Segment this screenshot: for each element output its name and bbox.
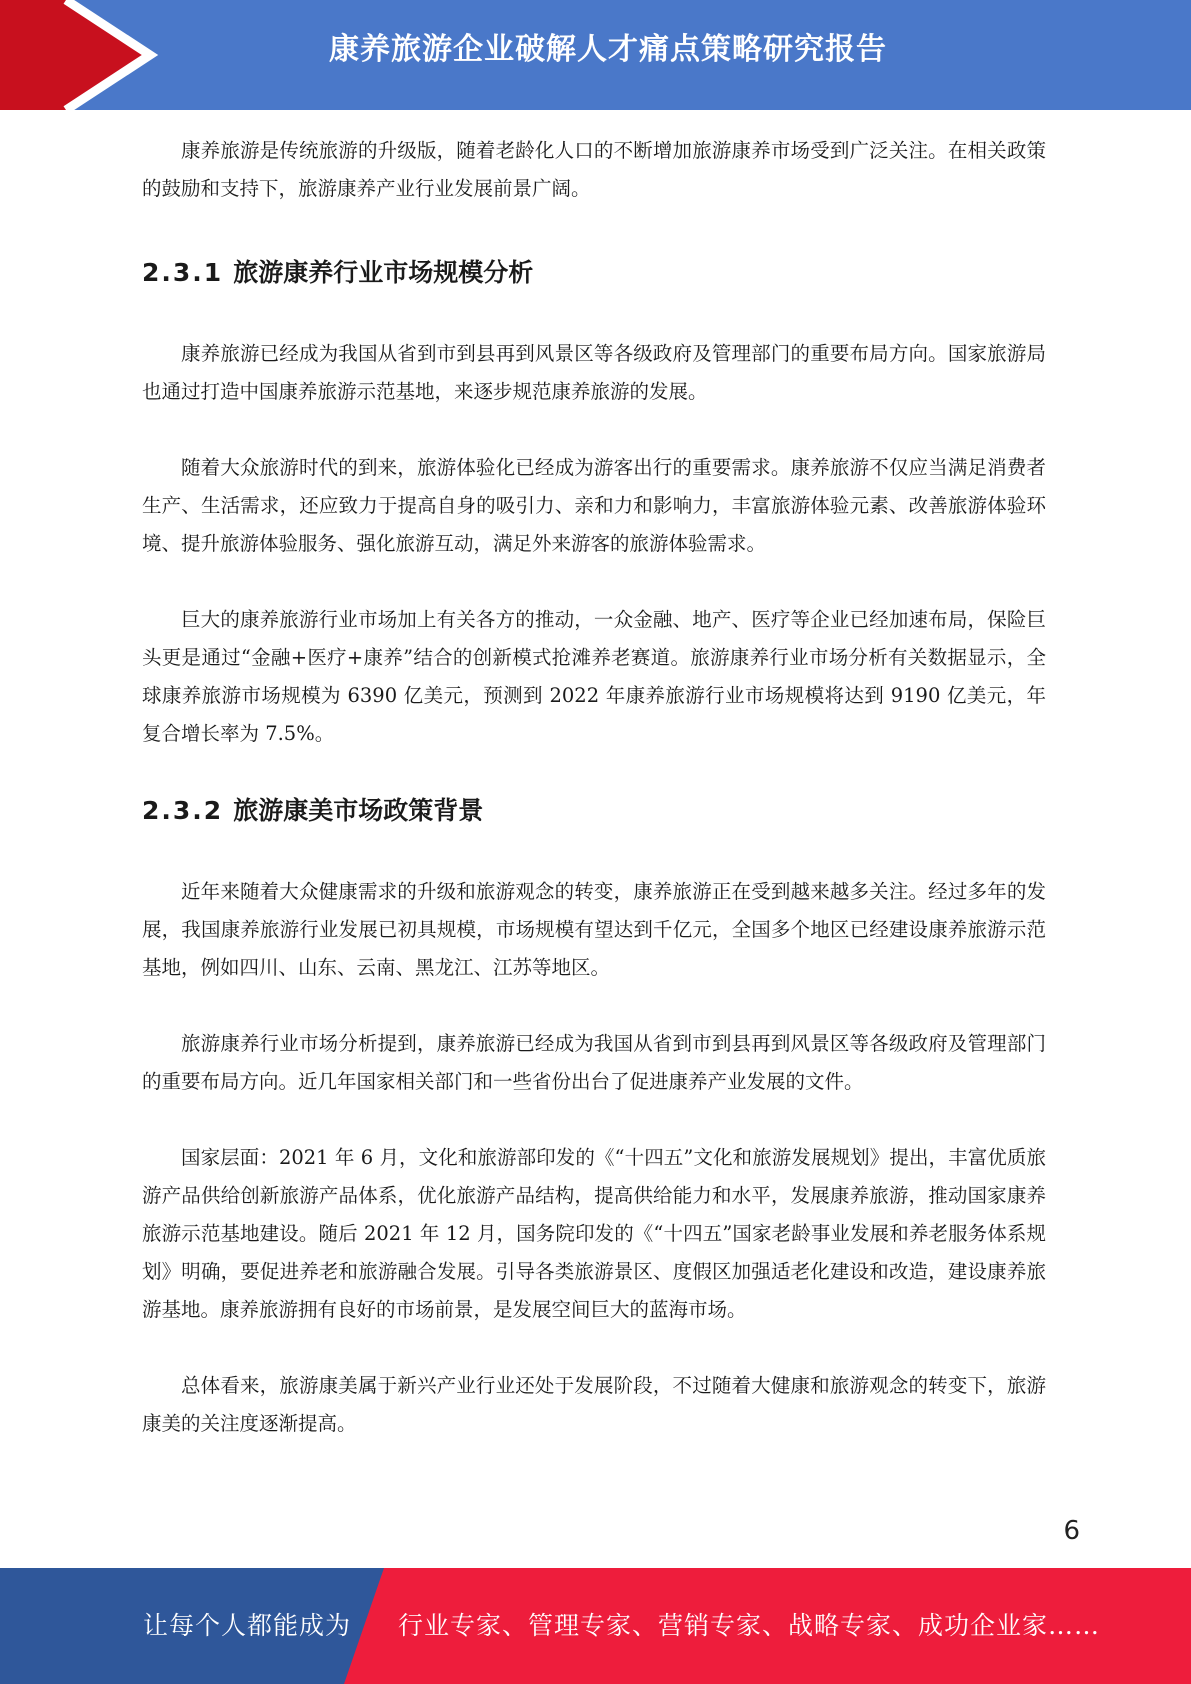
paragraph: 康养旅游是传统旅游的升级版，随着老龄化人口的不断增加旅游康养市场受到广泛关注。在相关政策的鼓励和支持下，旅游康养产业行业发展前景广阔。 [142,139,1046,200]
document-body [142,132,1046,1443]
footer-slogan-left: 让每个人都能成为 [143,1611,352,1640]
section-number: 2.3.2 [142,796,224,825]
paragraph: 康养旅游已经成为我国从省到市到县再到风景区等各级政府及管理部门的重要布局方向。国家旅游局也通过打造中国康养旅游示范基地，来逐步规范康养旅游的发展。 [142,342,1046,403]
section-title: 旅游康美市场政策背景 [233,796,484,825]
page-footer [0,1568,1191,1684]
section-title: 旅游康养行业市场规模分析 [233,258,534,287]
paragraph: 总体看来，旅游康美属于新兴产业行业还处于发展阶段，不过随着大健康和旅游观念的转变下，旅游康美的关注度逐渐提高。 [142,1374,1046,1435]
paragraph: 巨大的康养旅游行业市场加上有关各方的推动，一众金融、地产、医疗等企业已经加速布局，保险巨头更是通过“金融+医疗+康养”结合的创新模式抢滩养老赛道。旅游康养行业市场分析有关数据显示，全球康养旅游市场规模为 6390 亿美元，预测到 2022 年康养旅游行业市场规模将达到 9190 亿美元，年复合增长率为 7.5%。 [142,608,1046,745]
paragraph: 国家层面：2021 年 6 月，文化和旅游部印发的《“十四五”文化和旅游发展规划》提出，丰富优质旅游产品供给创新旅游产品体系，优化旅游产品结构，提高供给能力和水平，发展康养旅游，推动国家康养旅游示范基地建设。随后 2021 年 12 月，国务院印发的《“十四五”国家老龄事业发展和养老服务体系规划》明确，要促进养老和旅游融合发展。引导各类旅游景区、度假区加强适老化建设和改造，建设康养旅游基地。康养旅游拥有良好的市场前景，是发展空间巨大的蓝海市场。 [142,1146,1046,1321]
section-heading-2-3-1 [142,253,1046,293]
section-number: 2.3.1 [142,258,224,287]
page-number: 6 [1063,1516,1080,1546]
page-header [0,0,1191,110]
paragraph: 近年来随着大众健康需求的升级和旅游观念的转变，康养旅游正在受到越来越多关注。经过多年的发展，我国康养旅游行业发展已初具规模，市场规模有望达到千亿元，全国多个地区已经建设康养旅游示范基地，例如四川、山东、云南、黑龙江、江苏等地区。 [142,880,1046,979]
paragraph: 旅游康养行业市场分析提到，康养旅游已经成为我国从省到市到县再到风景区等各级政府及管理部门的重要布局方向。近几年国家相关部门和一些省份出台了促进康养产业发展的文件。 [142,1032,1046,1093]
paragraph: 随着大众旅游时代的到来，旅游体验化已经成为游客出行的重要需求。康养旅游不仅应当满足消费者生产、生活需求，还应致力于提高自身的吸引力、亲和力和影响力，丰富旅游体验元素、改善旅游体验环境、提升旅游体验服务、强化旅游互动，满足外来游客的旅游体验需求。 [142,456,1046,555]
report-title: 康养旅游企业破解人才痛点策略研究报告 [329,32,887,67]
section-heading-2-3-2 [142,791,1046,831]
footer-slogan-right: 行业专家、管理专家、营销专家、战略专家、成功企业家…… [398,1611,1101,1640]
